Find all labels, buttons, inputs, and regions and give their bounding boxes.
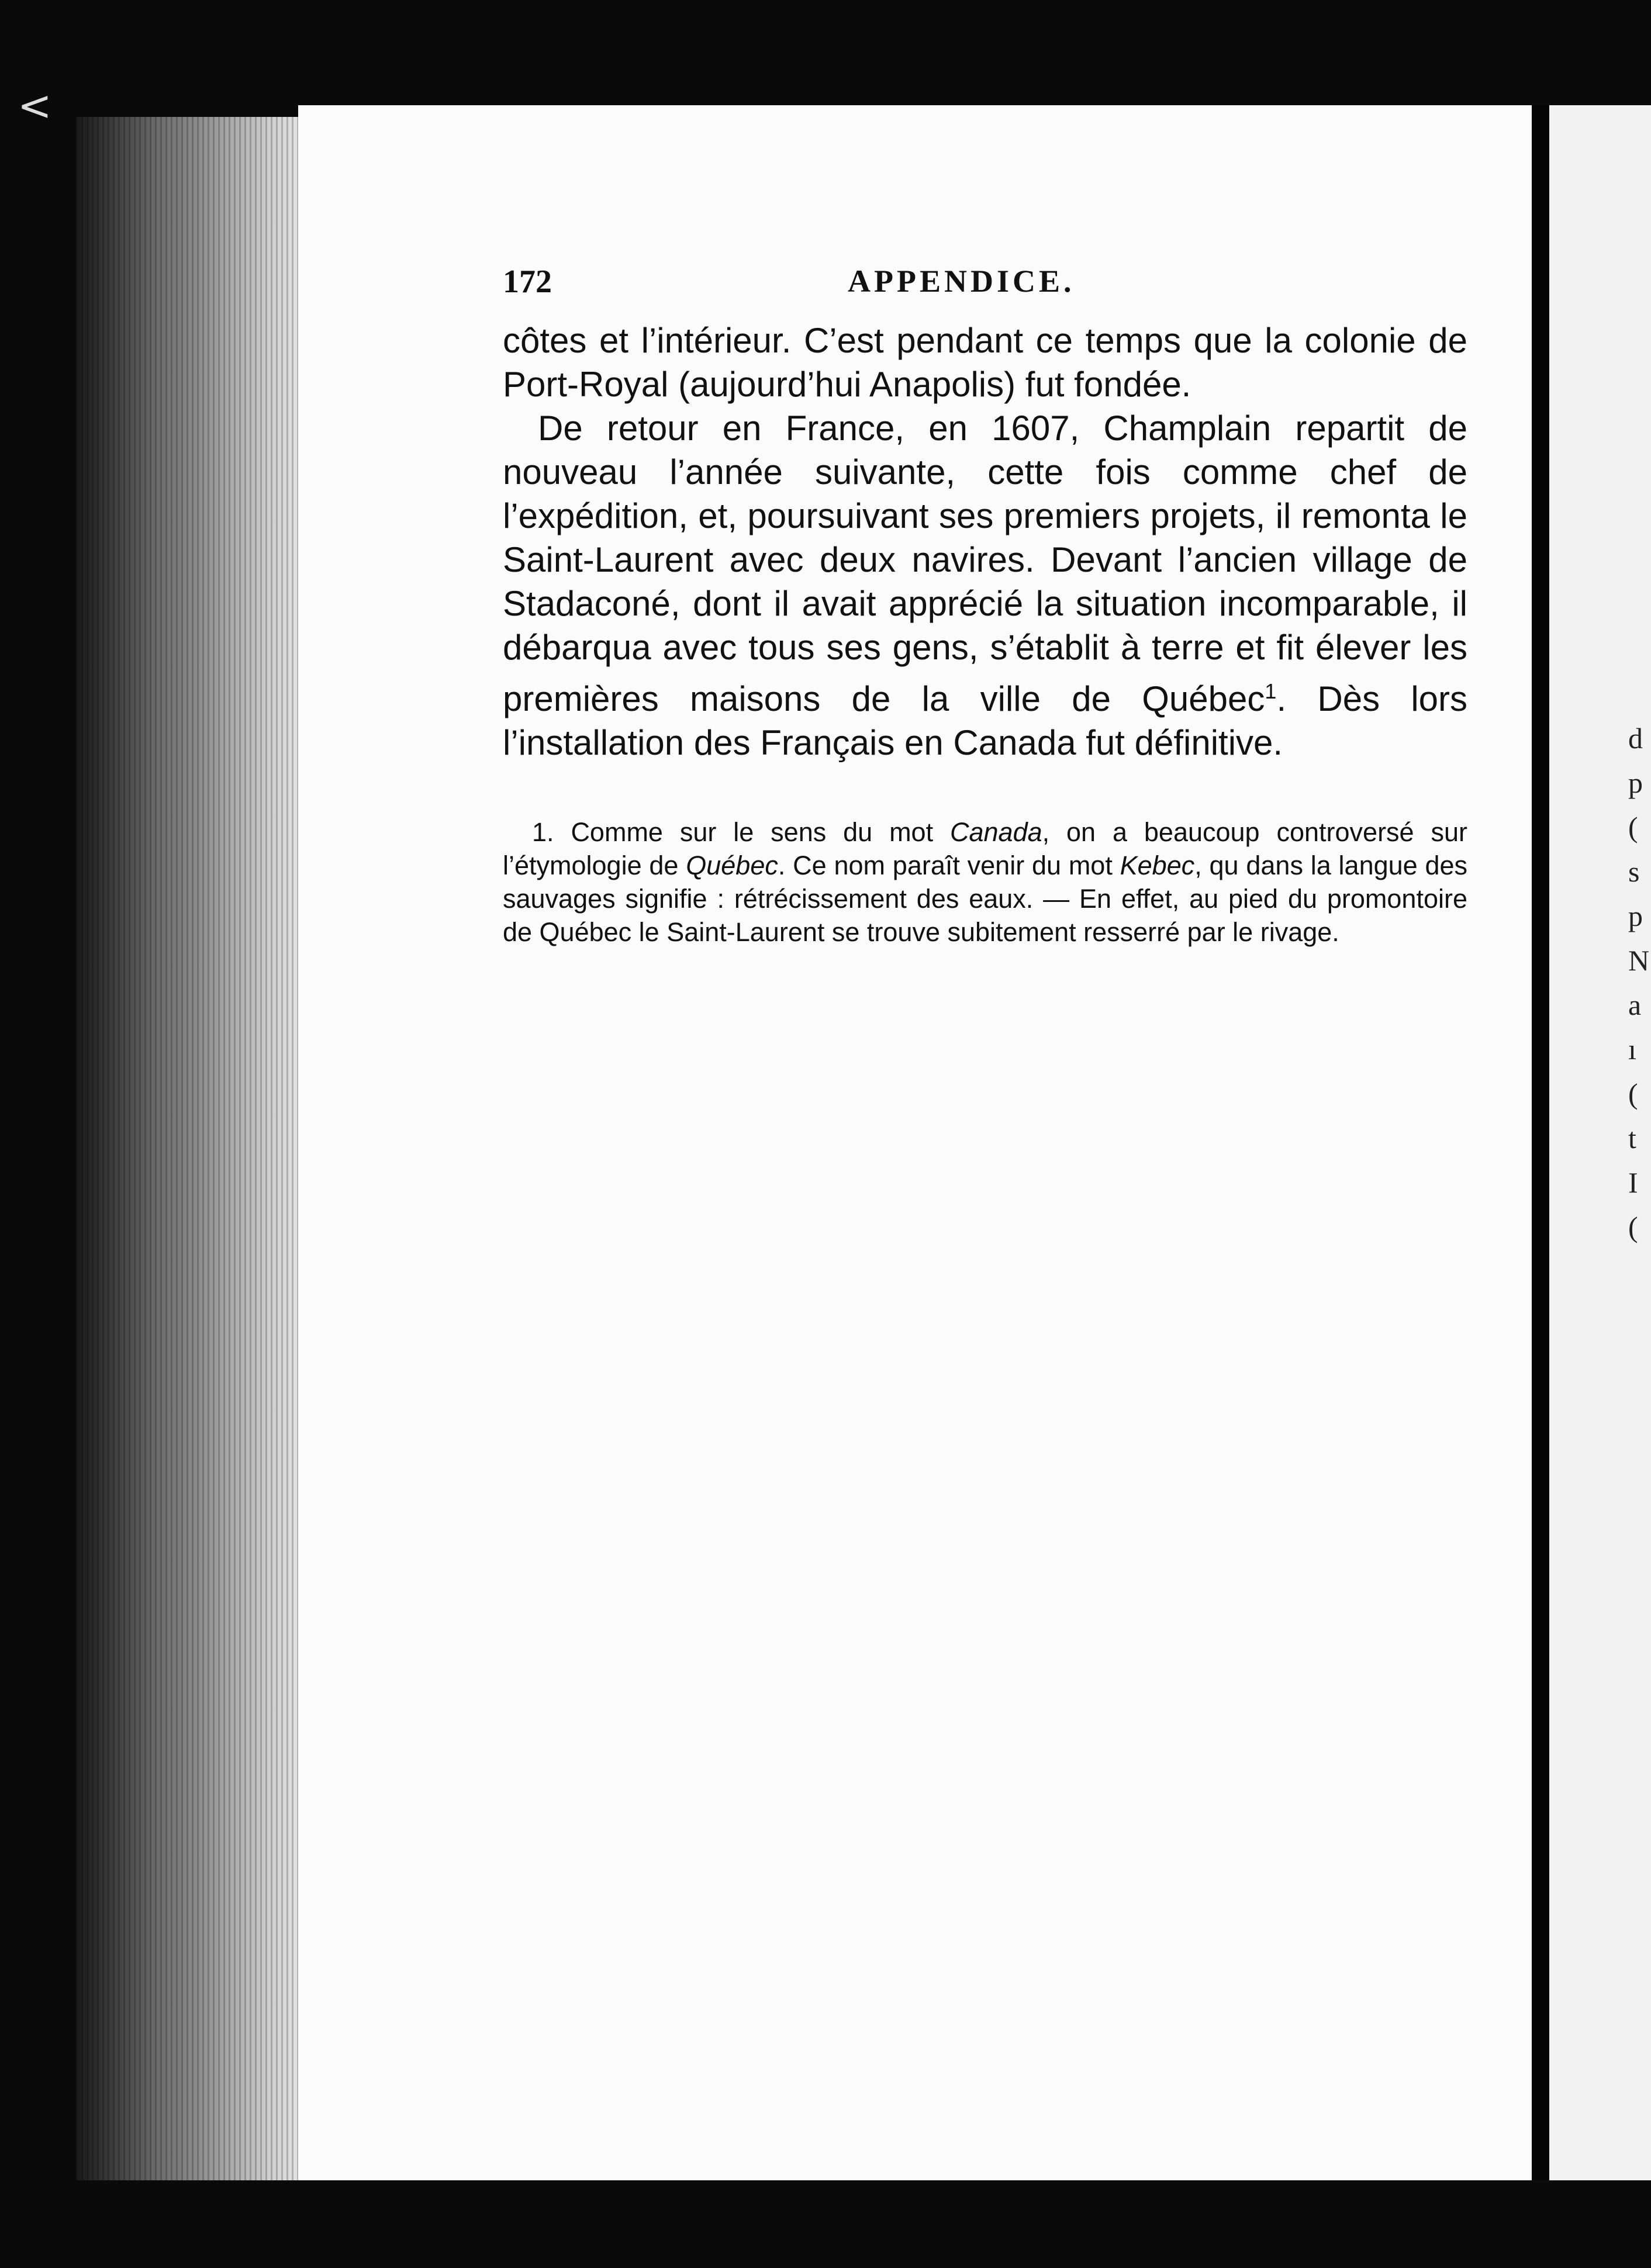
footnote-text-b: , on a beaucoup controversé sur l’étymologie de — [503, 817, 1467, 880]
page-number: 172 — [503, 264, 552, 300]
running-head: APPENDICE. — [848, 264, 1075, 299]
facing-letter: p — [1628, 766, 1643, 799]
footnote — [503, 815, 1467, 949]
facing-letter: a — [1628, 988, 1642, 1021]
book-page-edges-texture — [76, 117, 304, 2180]
facing-letter: I — [1628, 1166, 1638, 1199]
facing-letter: t — [1628, 1122, 1636, 1154]
paragraph-2 — [503, 406, 1467, 765]
facing-letter: ı — [1628, 1033, 1636, 1066]
facing-letter: d — [1628, 722, 1643, 755]
book-gutter — [1532, 105, 1549, 2180]
facing-letter: ( — [1628, 1077, 1638, 1110]
footnote-text-c: . Ce nom paraît venir du mot — [778, 850, 1120, 880]
footnote-italic-kebec: Kebec — [1120, 850, 1195, 880]
footnote-marker: 1 — [1265, 679, 1277, 703]
facing-page-letters — [1628, 716, 1651, 1249]
footnote-italic-quebec: Québec — [686, 850, 778, 880]
back-arrow-icon[interactable]: < — [18, 82, 52, 130]
footnote-text-d: , qu dans la langue des sauvages signifie : rétrécissement des eaux. — En effet, au pied du promontoire de Québec le Saint-Laurent se trouve subitement resserré par le rivage. — [503, 850, 1468, 947]
facing-letter: ( — [1628, 811, 1638, 843]
page-header — [503, 263, 1473, 304]
facing-letter: p — [1628, 900, 1643, 932]
footnote-italic-canada: Canada — [949, 817, 1042, 847]
facing-letter: N — [1628, 944, 1650, 977]
paragraph-2-text: De retour en France, en 1607, Champlain repartit de nouveau l’année suivante, cette fois comme chef de l’expédition, et, poursuivant ses premiers projets, il remonta le Saint-Laurent avec deux navires. Devant l’ancien village de Stadaconé, dont il avait apprécié la situation incomparable, il débarqua avec tous ses gens, s’établit à terre et fit élever les premières maisons de la ville de Québec — [503, 409, 1467, 718]
paragraph-1: côtes et l’intérieur. C’est pendant ce temps que la colonie de Port-Royal (aujourd’hui Anapolis) fut fondée. — [503, 321, 1467, 404]
paragraph-2-end: . Dès lors l’installation des Français en Canada fut définitive. — [503, 679, 1468, 762]
facing-letter: s — [1628, 855, 1640, 888]
body-text — [503, 319, 1467, 765]
facing-letter: ( — [1628, 1211, 1638, 1243]
footnote-number: 1. — [532, 817, 554, 847]
footnote-text-a: Comme sur le sens du mot — [571, 817, 950, 847]
